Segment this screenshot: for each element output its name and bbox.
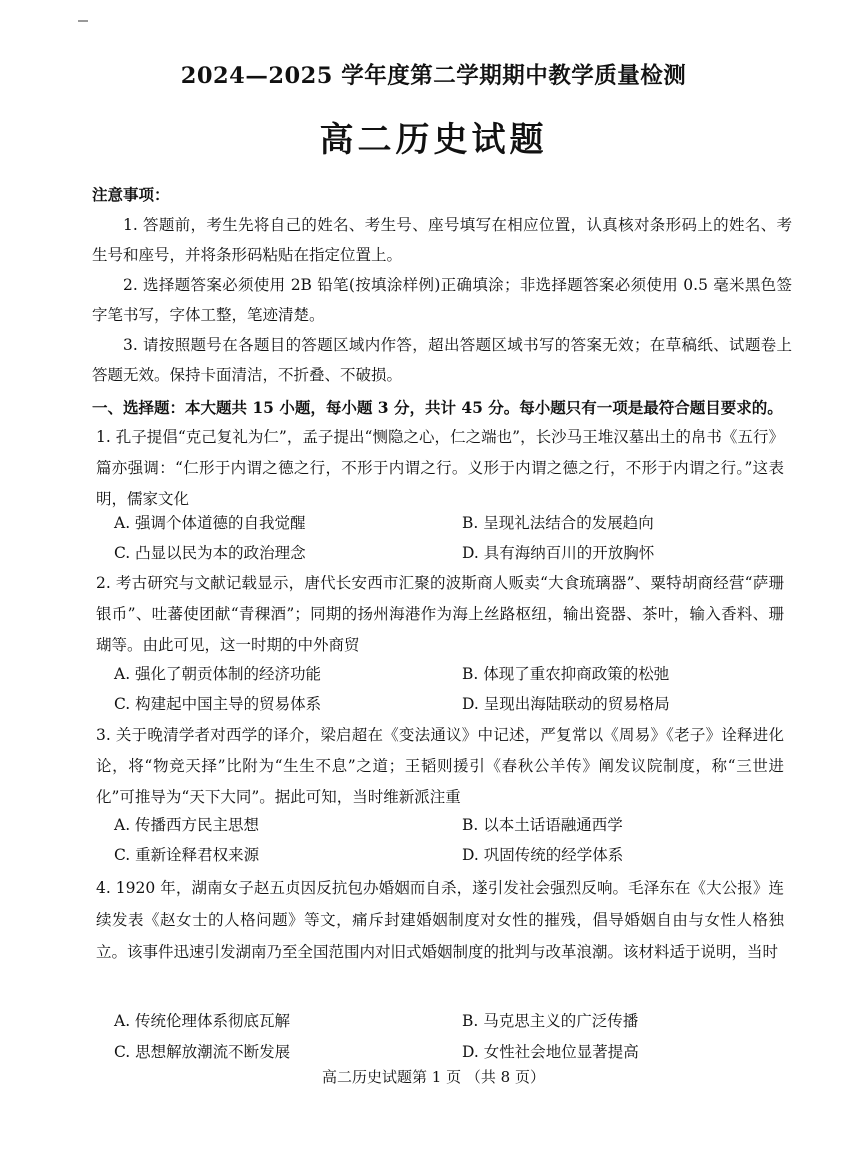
option-d: D. 巩固传统的经学体系: [462, 846, 624, 864]
question-stem: 1. 孔子提倡“克己复礼为仁”，孟子提出“恻隐之心，仁之端也”，长沙马王堆汉墓出土的帛书《五行》篇亦强调：“仁形于内谓之德之行，不形于内谓之行。义形于内谓之德之行，不形于内谓之行。”这表明，儒家文化: [96, 428, 784, 508]
option-a: A. 传统伦理体系彻底瓦解: [114, 1012, 291, 1030]
question-stem: 4. 1920 年，湖南女子赵五贞因反抗包办婚姻而自杀，遂引发社会强烈反响。毛泽东在《大公报》连续发表《赵女士的人格问题》等文，痛斥封建婚姻制度对女性的摧残，倡导婚姻自由与女性人格独立。该事件迅速引发湖南乃至全国范围内对旧式婚姻制度的批判与改革浪潮。该材料适于说明，当时: [96, 879, 784, 961]
option-b: B. 以本土话语融通西学: [462, 816, 623, 834]
section-title: 一、选择题：本大题共 15 小题，每小题 3 分，共计 45 分。每小题只有一项是最符合题目要求的。: [92, 398, 783, 417]
scan-mark: [78, 20, 88, 22]
option-c: C. 凸显以民为本的政治理念: [114, 544, 306, 562]
notes-heading: 注意事项：: [92, 185, 170, 204]
option-a: A. 传播西方民主思想: [114, 816, 260, 834]
subject-title: 高二历史试题: [319, 120, 548, 160]
option-d: D. 女性社会地位显著提高: [462, 1043, 639, 1061]
option-c: C. 构建起中国主导的贸易体系: [114, 695, 322, 713]
option-c: C. 重新诠释君权来源: [114, 846, 260, 864]
exam-title: 2024—2025 学年度第二学期期中教学质量检测: [180, 63, 687, 89]
option-b: B. 马克思主义的广泛传播: [462, 1012, 639, 1030]
option-b: B. 呈现礼法结合的发展趋向: [462, 514, 654, 532]
page-footer: 高二历史试题第 1 页 （共 8 页）: [322, 1068, 545, 1086]
option-a: A. 强化了朝贡体制的经济功能: [114, 665, 322, 683]
option-d: D. 呈现出海陆联动的贸易格局: [462, 695, 670, 713]
option-b: B. 体现了重农抑商政策的松弛: [462, 665, 670, 683]
note-item: 1. 答题前，考生先将自己的姓名、考生号、座号填写在相应位置，认真核对条形码上的姓名、考生号和座号，并将条形码粘贴在指定位置上。: [92, 216, 792, 264]
option-d: D. 具有海纳百川的开放胸怀: [462, 544, 655, 562]
question-stem: 2. 考古研究与文献记载显示，唐代长安西市汇聚的波斯商人贩卖“大食琉璃器”、粟特胡商经营“萨珊银币”、吐蕃使团献“青稞酒”；同期的扬州海港作为海上丝路枢纽，输出瓷器、茶叶，输入香料、珊瑚等。由此可见，这一时期的中外商贸: [96, 574, 784, 654]
option-c: C. 思想解放潮流不断发展: [114, 1043, 291, 1061]
note-item: 3. 请按照题号在各题目的答题区域内作答，超出答题区域书写的答案无效；在草稿纸、试题卷上答题无效。保持卡面清洁，不折叠、不破损。: [92, 336, 792, 384]
question-stem: 3. 关于晚清学者对西学的译介，梁启超在《变法通议》中记述，严复常以《周易》《老子》诠释进化论，将“物竞天择”比附为“生生不息”之道；王韬则援引《春秋公羊传》阐发议院制度，称“三世进化”可推导为“天下大同”。据此可知，当时维新派注重: [96, 726, 784, 806]
option-a: A. 强调个体道德的自我觉醒: [114, 514, 306, 532]
note-item: 2. 选择题答案必须使用 2B 铅笔(按填涂样例)正确填涂；非选择题答案必须使用 0.5 毫米黑色签字笔书写，字体工整，笔迹清楚。: [92, 276, 792, 324]
